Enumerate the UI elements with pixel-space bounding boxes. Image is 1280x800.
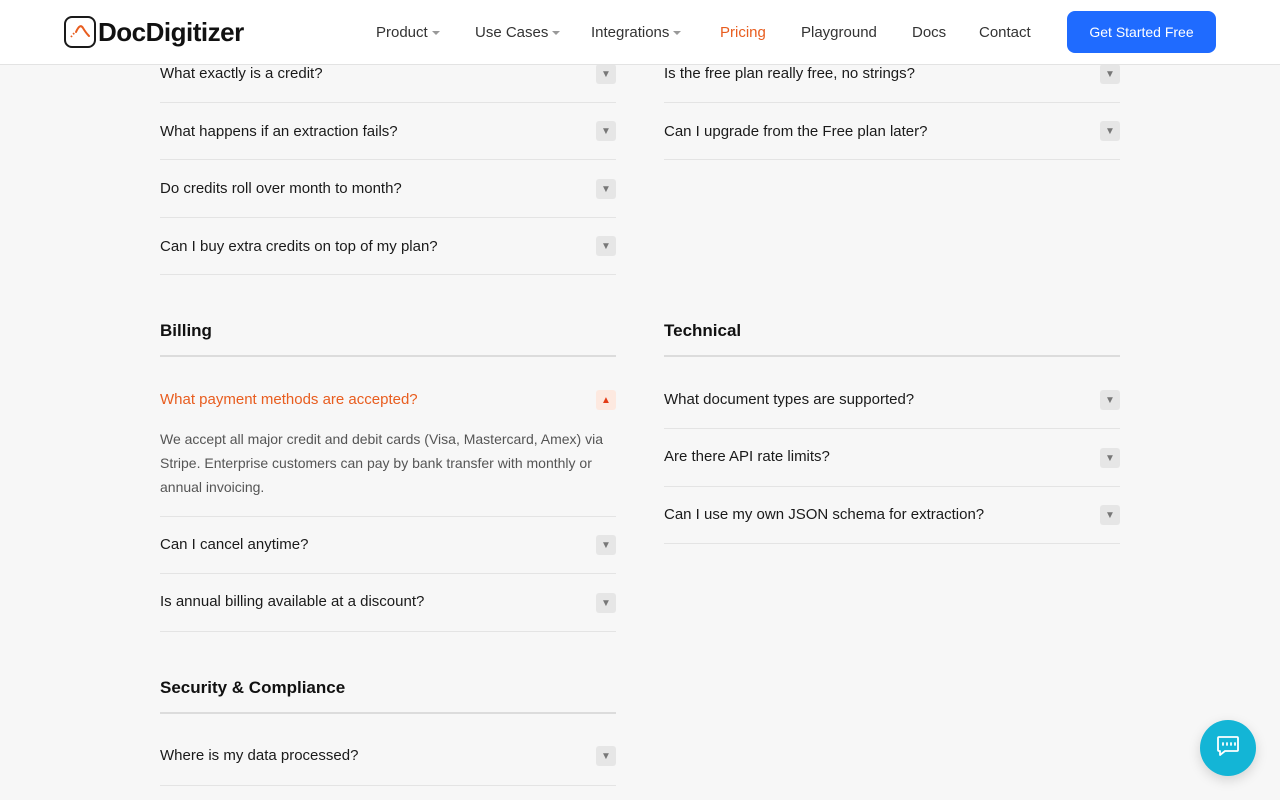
chevron-down-icon[interactable]: ▼	[596, 179, 616, 199]
category-title-security: Security & Compliance	[160, 678, 616, 714]
nav-label: Integrations	[591, 23, 670, 41]
nav-use-cases[interactable]	[475, 22, 560, 42]
faq-item[interactable]	[160, 218, 616, 275]
faq-item[interactable]	[664, 487, 1120, 544]
faq-answer: We accept all major credit and debit cards (Visa, Mastercard, Amex) via Stripe. Enterprise customers can pay by bank transfer with monthly or annual invoicing.	[160, 431, 603, 495]
faq-item[interactable]	[160, 65, 616, 103]
chat-button[interactable]	[1200, 720, 1256, 776]
faq-question: Can I use my own JSON schema for extraction?	[664, 506, 985, 523]
chevron-down-icon[interactable]: ▼	[596, 535, 616, 555]
chevron-down-icon	[552, 31, 560, 35]
faq-question: What payment methods are accepted?	[160, 391, 418, 408]
chevron-down-icon[interactable]: ▼	[596, 64, 616, 84]
faq-right-column	[664, 0, 1120, 800]
chevron-down-icon	[673, 31, 681, 35]
faq-question: Where is my data processed?	[160, 747, 359, 764]
faq-question: What happens if an extraction fails?	[160, 123, 398, 140]
logo[interactable]	[64, 16, 244, 48]
chevron-down-icon[interactable]: ▼	[1100, 390, 1120, 410]
faq-item[interactable]	[160, 160, 616, 218]
category-title-billing: Billing	[160, 321, 616, 357]
logo-text: DocDigitizer	[98, 16, 244, 47]
faq-question: Is the free plan really free, no strings?	[664, 65, 915, 82]
faq-item[interactable]	[160, 574, 616, 632]
nav-integrations[interactable]	[591, 22, 681, 42]
nav-label: Contact	[979, 23, 1031, 41]
chat-icon	[1216, 735, 1240, 762]
faq-question: Can I upgrade from the Free plan later?	[664, 123, 928, 140]
faq-question: Can I cancel anytime?	[160, 536, 309, 553]
faq-question: What exactly is a credit?	[160, 65, 323, 82]
chevron-down-icon[interactable]: ▼	[596, 121, 616, 141]
site-header	[0, 0, 1280, 65]
category-title-technical: Technical	[664, 321, 1120, 357]
chevron-down-icon[interactable]: ▼	[596, 746, 616, 766]
faq-question: What document types are supported?	[664, 391, 915, 408]
faq-question: Are there API rate limits?	[664, 448, 830, 465]
nav-label: Product	[376, 23, 428, 41]
faq-item[interactable]	[160, 103, 616, 160]
nav-label: Playground	[801, 23, 877, 41]
faq-item[interactable]	[664, 103, 1120, 160]
faq-item-open[interactable]	[160, 356, 616, 517]
faq-item[interactable]	[664, 356, 1120, 429]
chevron-down-icon[interactable]: ▼	[1100, 448, 1120, 468]
faq-item[interactable]	[664, 429, 1120, 487]
chevron-down-icon[interactable]: ▼	[596, 593, 616, 613]
faq-item[interactable]	[160, 517, 616, 574]
nav-docs[interactable]	[912, 22, 946, 42]
get-started-button[interactable]: Get Started Free	[1067, 11, 1216, 53]
faq-item[interactable]	[664, 65, 1120, 103]
chevron-up-icon[interactable]: ▲	[596, 390, 616, 410]
faq-item[interactable]	[160, 712, 616, 786]
nav-pricing[interactable]	[720, 22, 766, 42]
nav-product[interactable]	[376, 22, 440, 42]
nav-label: Pricing	[720, 23, 766, 41]
nav-playground[interactable]	[801, 22, 877, 42]
faq-question: Do credits roll over month to month?	[160, 180, 402, 197]
chevron-down-icon[interactable]: ▼	[1100, 64, 1120, 84]
nav-contact[interactable]	[979, 22, 1031, 42]
nav-label: Docs	[912, 23, 947, 41]
chevron-down-icon[interactable]: ▼	[596, 236, 616, 256]
chevron-down-icon[interactable]: ▼	[1100, 505, 1120, 525]
faq-question: Can I buy extra credits on top of my plan?	[160, 238, 438, 255]
logo-icon	[64, 16, 96, 48]
faq-question: Is annual billing available at a discount?	[160, 593, 425, 610]
faq-left-column	[160, 0, 616, 800]
chevron-down-icon[interactable]: ▼	[1100, 121, 1120, 141]
nav-label: Use Cases	[475, 23, 549, 41]
chevron-down-icon	[432, 31, 440, 35]
